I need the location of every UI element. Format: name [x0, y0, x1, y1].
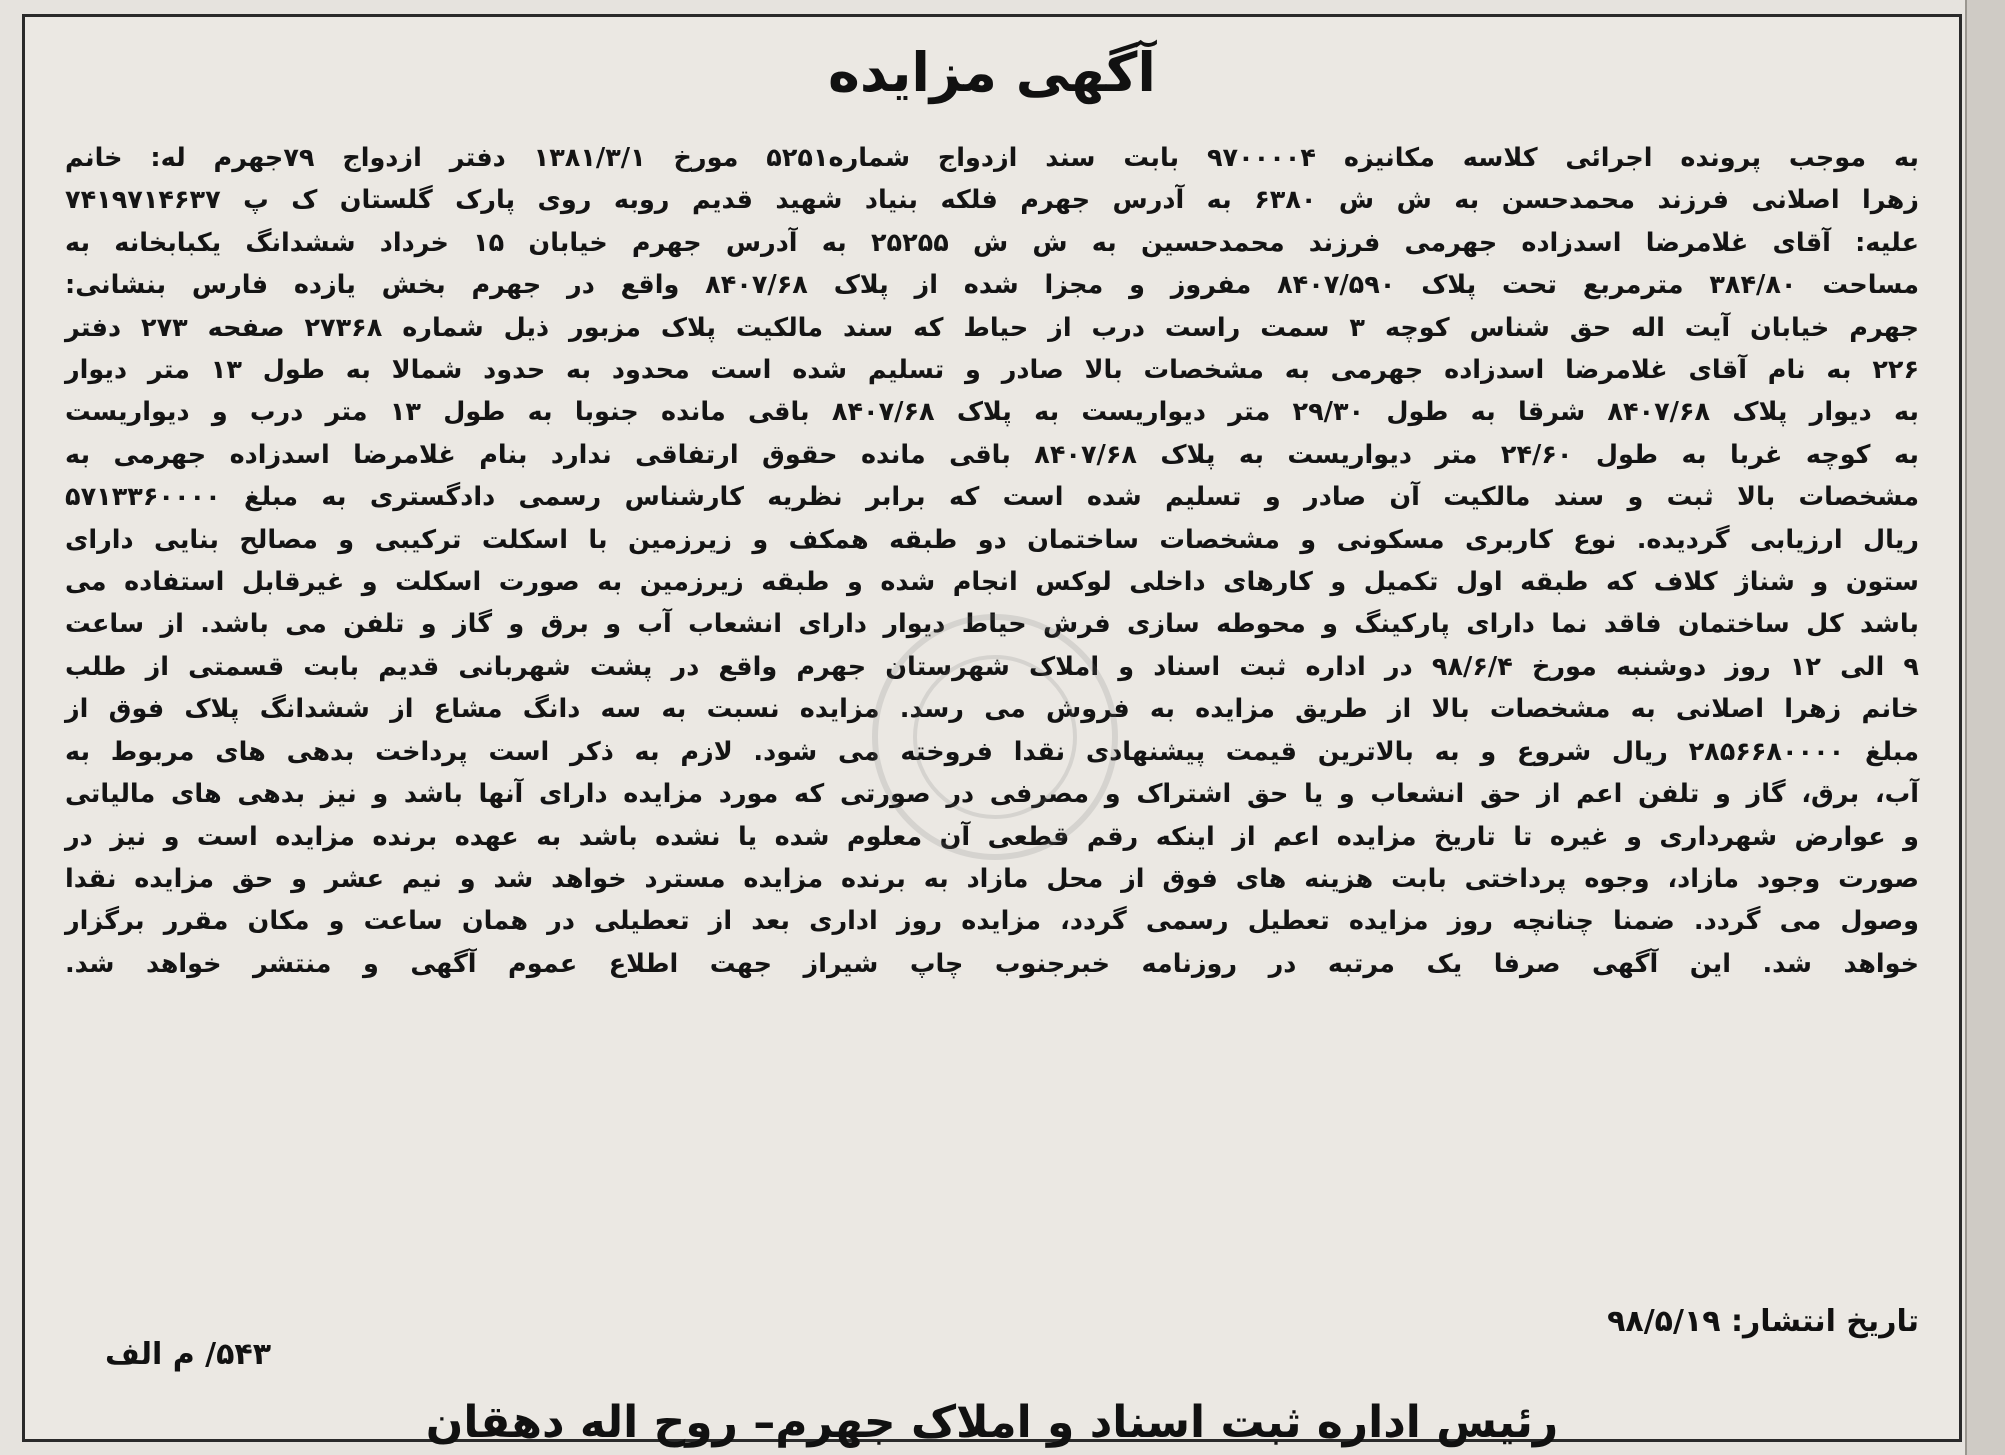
notice-line: ۹ الی ۱۲ روز دوشنبه مورخ ۹۸/۶/۴ در اداره ثبت اسناد و املاک شهرستان جهرم واقع در پشت شهربانی قدیم بابت قسمتی از طلب [65, 651, 1919, 682]
notice-line: مبلغ ۲۸۵۶۶۸۰۰۰۰ ریال شروع و به بالاترین قیمت پیشنهادی نقدا فروخته می شود. لازم به ذکر است پرداخت بدهی های مربوط به [65, 736, 1919, 767]
notice-line: آب، برق، گاز و تلفن اعم از حق انشعاب و یا حق اشتراک و مصرفی در صورتی که مورد مزایده دارای آنها باشد و نیز بدهی های مالیاتی [65, 779, 1919, 810]
notice-line: ۲۲۶ به نام آقای غلامرضا اسدزاده جهرمی به مشخصات بالا صادر و تسلیم شده است محدود به حدود شمالا به طول ۱۳ متر دیوار [65, 355, 1920, 386]
notice-line: ریال ارزیابی گردیده. نوع کاربری مسکونی و مشخصات ساختمان دو طبقه همکف و زیرزمین با اسکلت ترکیبی و مصالح بنایی دارای [65, 524, 1919, 555]
notice-line: باشد کل ساختمان فاقد نما دارای پارکینگ و محوطه سازی فرش حیاط دیوار دارای انشعاب آب و برق و گاز و تلفن می باشد. از ساعت [65, 609, 1919, 640]
notice-line: خواهد شد. این آگهی صرفا یک مرتبه در روزنامه خبرجنوب چاپ شیراز جهت اطلاع عموم آگهی و منتشر خواهد شد. [65, 948, 1919, 979]
notice-title: آگهی مزایده [828, 41, 1156, 104]
notice-line: به دیوار پلاک ۸۴۰۷/۶۸ شرقا به طول ۲۹/۳۰ متر دیواریست به پلاک ۸۴۰۷/۶۸ باقی مانده جنوبا به طول ۱۳ متر درب و دیواریست [65, 397, 1919, 428]
page-edge [1965, 0, 2005, 1455]
reference-number: ۵۴۳/ م الف [105, 1337, 272, 1372]
notice-line: مساحت ۳۸۴/۸۰ مترمربع تحت پلاک ۸۴۰۷/۵۹۰ مفروز و مجزا شده از پلاک ۸۴۰۷/۶۸ واقع در جهرم بخش یازده فارس بنشانی: [65, 270, 1920, 301]
notice-line: زهرا اصلانی فرزند محمدحسن به ش ش ۶۳۸۰ به آدرس جهرم فلکه بنیاد شهید قدیم روبه روی پارک گلستان ک پ ۷۴۱۹۷۱۴۶۳۷ [65, 185, 1919, 216]
notice-line: صورت وجود مازاد، وجوه پرداختی بابت هزینه های فوق از محل مازاد به برنده مزایده مسترد خواهد شد و نیم عشر و حق مزایده نقدا [65, 863, 1919, 894]
notice-line: مشخصات بالا ثبت و سند مالکیت آن صادر و تسلیم شده است که برابر نظریه کارشناس رسمی دادگستری به مبلغ ۵۷۱۳۳۶۰۰۰۰ [65, 482, 1919, 513]
notice-frame [22, 14, 1962, 1448]
notice-line: خانم زهرا اصلانی به مشخصات بالا از طریق مزایده به فروش می رسد. مزایده نسبت به سه دانگ مشاع از ششدانگ پلاک فوق از [65, 694, 1919, 725]
notice-line: ستون و شناژ کلاف که طبقه اول تکمیل و کارهای داخلی لوکس انجام شده و طبقه زیرزمین به صورت اسکلت و غیرقابل استفاده می [65, 567, 1919, 598]
notice-line: و عوارض شهرداری و غیره تا تاریخ مزایده اعم از اینکه رقم قطعی آن معلوم شده یا نشده باشد به عهده برنده مزایده است و نیز در [65, 821, 1919, 852]
publish-date: تاریخ انتشار: ۹۸/۵/۱۹ [1607, 1304, 1919, 1339]
signature-line: رئیس اداره ثبت اسناد و املاک جهرم– روح اله دهقان [425, 1397, 1559, 1448]
notice-body [65, 137, 1919, 985]
notice-line: به موجب پرونده اجرائی کلاسه مکانیزه ۹۷۰۰۰۰۴ بابت سند ازدواج شماره۵۲۵۱ مورخ ۱۳۸۱/۳/۱ دفتر ازدواج ۷۹جهرم له: خانم [65, 143, 1920, 173]
notice-line: علیه: آقای غلامرضا اسدزاده جهرمی فرزند محمدحسین به ش ش ۲۵۲۵۵ به آدرس جهرم خیابان ۱۵ خرداد ششدانگ یکبابخانه به [65, 227, 1919, 258]
notice-line: وصول می گردد. ضمنا چنانچه روز مزایده تعطیل رسمی گردد، مزایده روز اداری بعد از تعطیلی در همان ساعت و مکان مقرر برگزار [65, 906, 1919, 937]
notice-line: جهرم خیابان آیت اله حق شناس کوچه ۳ سمت راست درب از حیاط که سند مالکیت پلاک مزبور ذیل شماره ۲۷۳۶۸ صفحه ۲۷۳ دفتر [65, 312, 1920, 343]
notice-line: به کوچه غربا به طول ۲۴/۶۰ متر دیواریست به پلاک ۸۴۰۷/۶۸ باقی مانده حقوق ارتفاقی ندارد بنام غلامرضا اسدزاده جهرمی به [65, 439, 1919, 470]
